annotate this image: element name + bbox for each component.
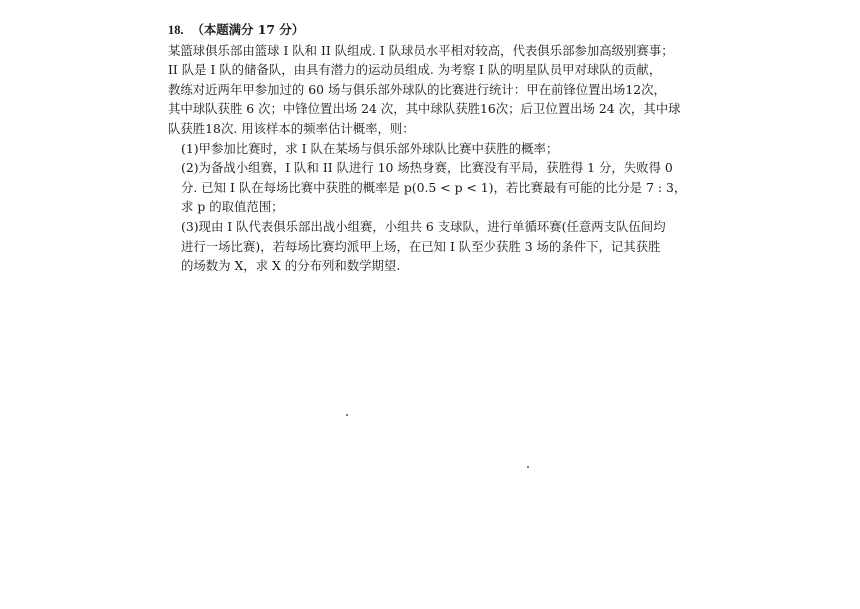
problem-number: 18. [168,23,184,37]
intro-line: II 队是 I 队的储备队，由具有潜力的运动员组成. 为考察 I 队的明星队员甲对球队的贡献， [168,62,662,78]
question-part-2-line: 求 p 的取值范围； [181,199,284,215]
scan-speck [527,466,529,468]
problem-18 [168,20,698,276]
question-part-2-line: 分. 已知 I 队在每场比赛中获胜的概率是 p(0.5 < p < 1)，若比赛最有可能的比分是 7 : 3， [181,179,687,195]
question-part-3-line: 的场数为 X，求 X 的分布列和数学期望. [181,258,401,274]
question-part-3-line: (3)现由 I 队代表俱乐部出战小组赛，小组共 6 支球队，进行单循环赛(任意两支队伍间均 [181,218,666,234]
intro-line: 队获胜18次. 用该样本的频率估计概率，则： [168,120,415,136]
problem-heading [168,20,698,41]
question-part-3-line: 进行一场比赛)，若每场比赛均派甲上场，在已知 I 队至少获胜 3 场的条件下，记其获胜 [181,238,661,254]
question-part-1: (1)甲参加比赛时，求 I 队在某场与俱乐部外球队比赛中获胜的概率； [181,140,559,156]
question-part-2-line: (2)为备战小组赛，I 队和 II 队进行 10 场热身赛，比赛没有平局，获胜得 1 分，失败得 0 [181,160,673,176]
intro-line: 某篮球俱乐部由篮球 I 队和 II 队组成. I 队球员水平相对较高，代表俱乐部参加高级别赛事； [168,42,674,58]
score-note: （本题满分 17 分） [191,22,305,37]
scan-speck [346,414,348,416]
intro-line: 教练对近两年甲参加过的 60 场与俱乐部外球队的比赛进行统计：甲在前锋位置出场12次， [168,81,666,97]
intro-line: 其中球队获胜 6 次；中锋位置出场 24 次，其中球队获胜16次；后卫位置出场 24 次，其中球 [168,101,681,117]
